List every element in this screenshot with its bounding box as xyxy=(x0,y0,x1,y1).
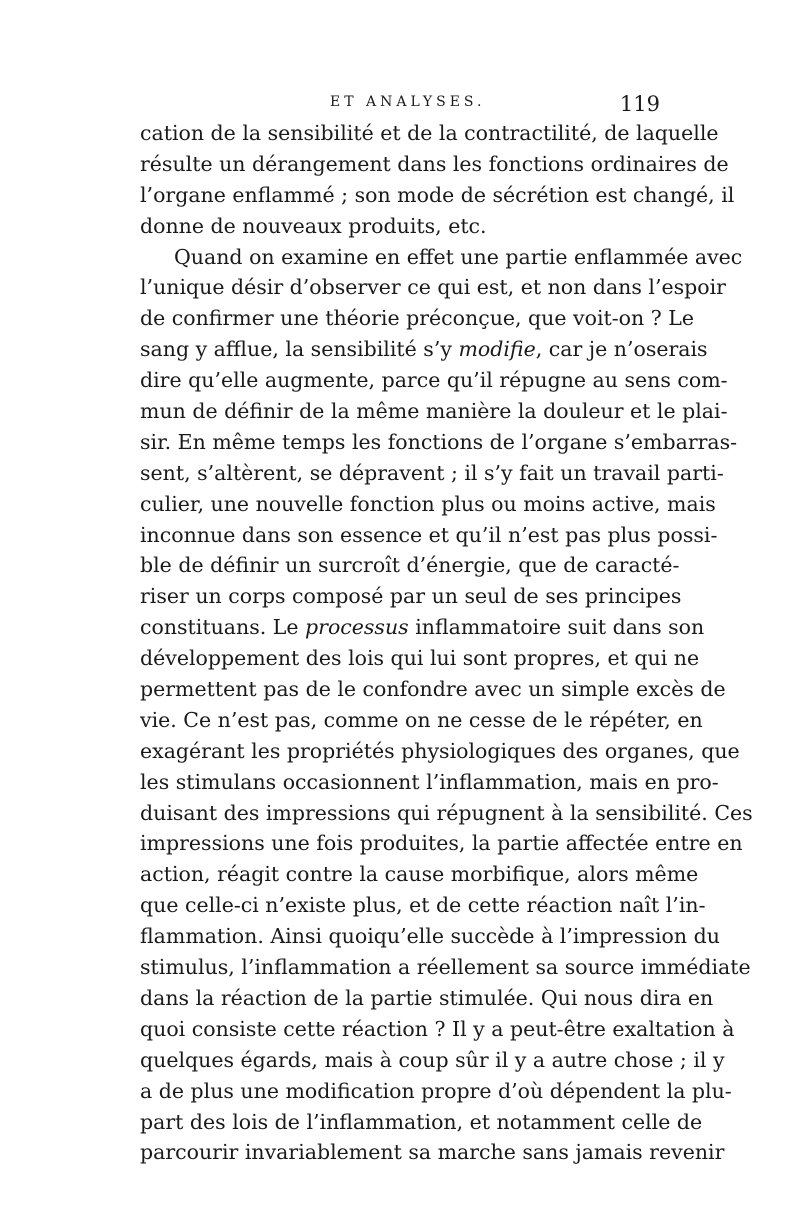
text-line: dans la réaction de la partie stimulée. Qui nous dira en xyxy=(140,985,714,1010)
text-segment: sang y afflue, la sensibilité s’y xyxy=(140,337,459,362)
text-line: permettent pas de le confondre avec un simple excès de xyxy=(140,677,726,702)
text-line: inconnue dans son essence et qu’il n’est pas plus possi- xyxy=(140,522,718,547)
text-line: cation de la sensibilité et de la contractilité, de laquelle xyxy=(140,121,719,145)
text-line: parcourir invariablement sa marche sans jamais revenir xyxy=(140,1140,725,1165)
text-line: l’unique désir d’observer ce qui est, et non dans l’espoir xyxy=(140,275,726,300)
text-line: dire qu’elle augmente, parce qu’il répugne au sens com- xyxy=(140,368,728,393)
text-segment: , car je n’oserais xyxy=(535,337,708,362)
text-line: les stimulans occasionnent l’inflammation, mais en pro- xyxy=(140,769,719,794)
text-line: duisant des impressions qui répugnent à la sensibilité. Ces xyxy=(140,800,753,825)
text-line: culier, une nouvelle fonction plus ou moins active, mais xyxy=(140,491,716,516)
text-line xyxy=(140,612,705,643)
page-number: 119 xyxy=(619,92,660,116)
italic-term: modifie xyxy=(458,337,536,362)
running-title: ET ANALYSES. xyxy=(330,94,486,110)
text-line: vie. Ce n’est pas, comme on ne cesse de le répéter, en xyxy=(140,707,703,732)
text-line: flammation. Ainsi quoiqu’elle succède à l’impression du xyxy=(140,924,720,949)
text-line: mun de définir de la même manière la douleur et le plai- xyxy=(140,399,728,424)
text-line: ble de définir un surcroît d’énergie, que de caracté- xyxy=(140,553,680,578)
text-line: sir. En même temps les fonctions de l’organe s’embarras- xyxy=(140,429,738,454)
text-line: développement des lois qui lui sont propres, et qui ne xyxy=(140,646,700,671)
text-line: résulte un dérangement dans les fonctions ordinaires de xyxy=(140,151,729,176)
text-line: a de plus une modification propre d’où dépendent la plu- xyxy=(140,1078,732,1103)
text-line: part des lois de l’inflammation, et notamment celle de xyxy=(140,1109,703,1134)
text-line: quoi consiste cette réaction ? Il y a peut-être exaltation à xyxy=(140,1016,735,1041)
text-line: quelques égards, mais à coup sûr il y a autre chose ; il y xyxy=(140,1047,725,1072)
text-line: que celle-ci n’existe plus, et de cette réaction naît l’in- xyxy=(140,893,706,918)
italic-term: processus xyxy=(305,615,409,640)
text-line: l’organe enflammé ; son mode de sécrétion est changé, il xyxy=(140,182,735,207)
text-line: exagérant les propriétés physiologiques des organes, que xyxy=(140,738,740,763)
text-segment: constituans. Le xyxy=(140,615,306,640)
text-line: action, réagit contre la cause morbifique, alors même xyxy=(140,862,699,887)
text-line xyxy=(140,334,708,365)
text-segment: inflammatoire suit dans son xyxy=(408,615,705,640)
text-line: riser un corps composé par un seul de ses principes xyxy=(140,584,682,609)
text-line: sent, s’altèrent, se dépravent ; il s’y fait un travail parti- xyxy=(140,460,724,485)
paragraph-start-line: Quand on examine en effet une partie enflammée avec xyxy=(174,244,743,269)
text-line: de confirmer une théorie préconçue, que voit-on ? Le xyxy=(140,306,694,331)
text-line: impressions une fois produites, la partie affectée entre en xyxy=(140,831,743,856)
text-line: donne de nouveaux produits, etc. xyxy=(140,213,487,238)
text-line: stimulus, l’inflammation a réellement sa source immédiate xyxy=(140,955,751,980)
body-text xyxy=(140,118,753,1168)
